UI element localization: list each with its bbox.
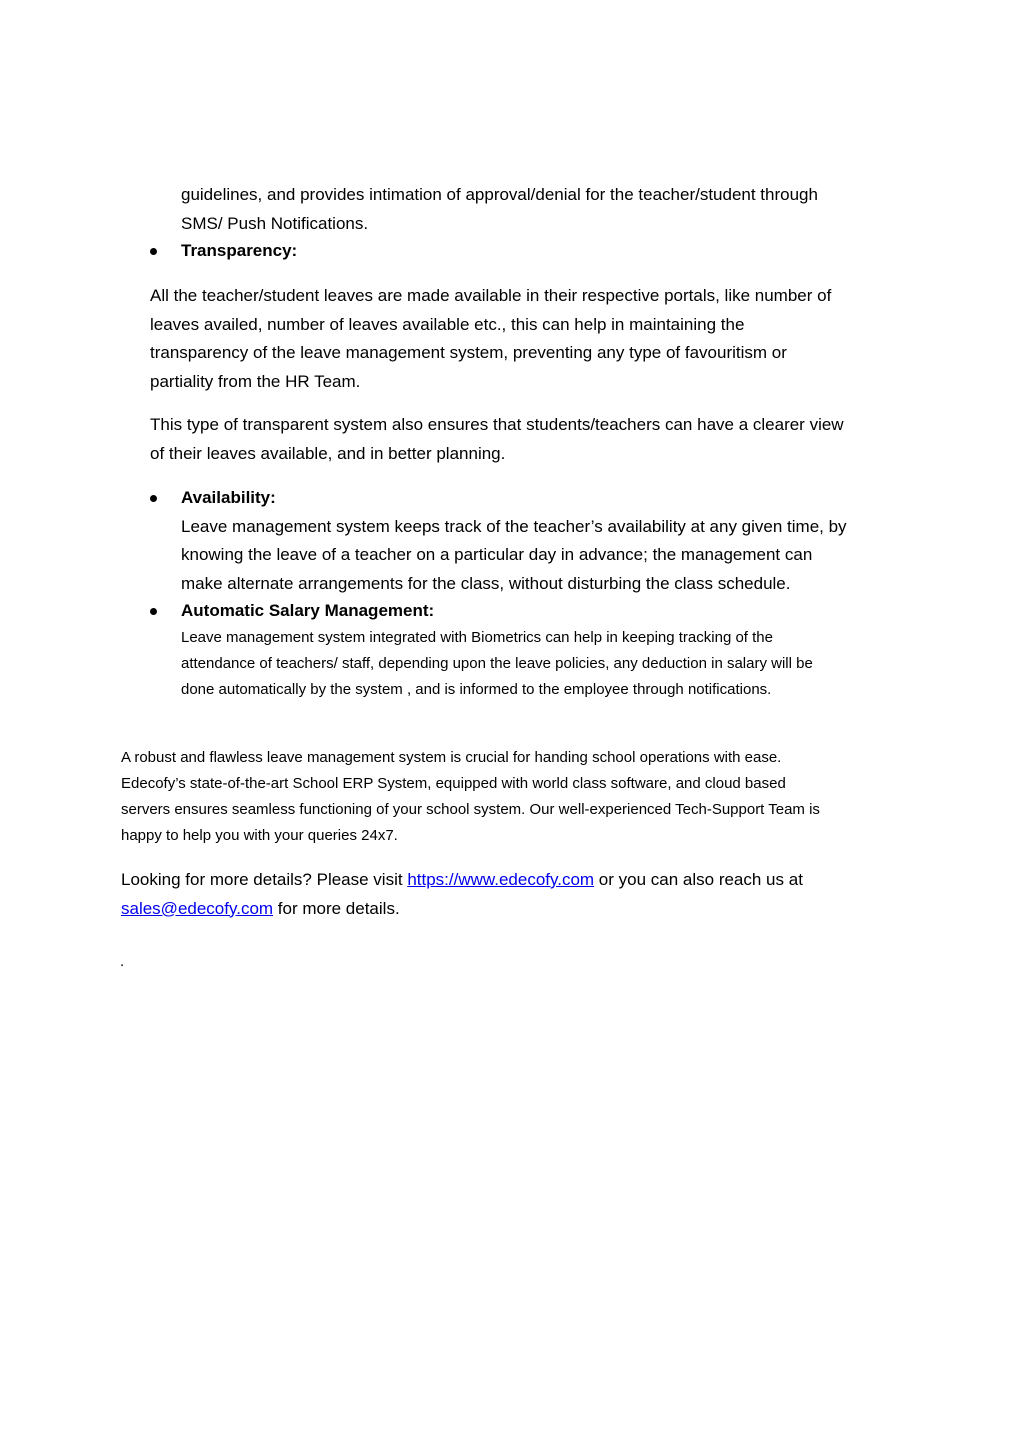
intro-paragraph (181, 181, 818, 238)
trailing-dot: . (120, 953, 125, 970)
transparency-paragraph-1 (150, 282, 831, 396)
bullet-icon (150, 248, 160, 258)
paragraph-line: leaves availed, number of leaves available etc., this can help in maintaining the (150, 314, 745, 334)
paragraph-line: Leave management system keeps track of the teacher’s availability at any given time, by (181, 516, 847, 536)
paragraph-line: knowing the leave of a teacher on a particular day in advance; the management can (181, 545, 813, 564)
contact-line-1 (121, 866, 803, 895)
transparency-paragraph-2 (150, 411, 844, 468)
contact-prefix: Looking for more details? Please visit (121, 870, 408, 889)
paragraph-line: of their leaves available, and in better planning. (150, 443, 506, 463)
paragraph-line: make alternate arrangements for the class, without disturbing the class schedule. (181, 573, 791, 593)
paragraph-line: All the teacher/student leaves are made available in their respective portals, like number of (150, 286, 832, 305)
contact-middle: or you can also reach us at (594, 870, 803, 889)
availability-section (181, 484, 847, 598)
paragraph-line: Edecofy’s state-of-the-art School ERP System, equipped with world class software, and cloud based (121, 775, 786, 792)
paragraph-line: This type of transparent system also ensures that students/teachers can have a clearer view (150, 415, 844, 434)
transparency-heading: Transparency: (181, 241, 298, 260)
availability-heading: Availability: (181, 488, 276, 507)
contact-paragraph (121, 866, 803, 923)
salary-paragraph (181, 625, 813, 703)
bullet-icon (150, 495, 160, 505)
bullet-icon (150, 608, 160, 618)
intro-line: guidelines, and provides intimation of approval/denial for the teacher/student through (181, 185, 818, 204)
paragraph-line: A robust and flawless leave management system is crucial for handing school operations with ease. (121, 749, 782, 766)
contact-line-2 (121, 895, 803, 924)
paragraph-line: transparency of the leave management system, preventing any type of favouritism or (150, 343, 787, 362)
paragraph-line: Leave management system integrated with Biometrics can help in keeping tracking of the (181, 629, 773, 646)
email-link[interactable]: sales@edecofy.com (121, 898, 274, 918)
paragraph-line: happy to help you with your queries 24x7. (121, 827, 398, 844)
contact-suffix: for more details. (273, 898, 400, 918)
paragraph-line: done automatically by the system , and is informed to the employee through notifications. (181, 681, 772, 698)
paragraph-line: partiality from the HR Team. (150, 371, 361, 391)
intro-line: SMS/ Push Notifications. (181, 213, 369, 233)
summary-paragraph (121, 745, 820, 849)
paragraph-line: servers ensures seamless functioning of your school system. Our well-experienced Tech-Support Team is (121, 801, 820, 818)
website-link[interactable]: https://www.edecofy.com (407, 870, 595, 889)
paragraph-line: attendance of teachers/ staff, depending upon the leave policies, any deduction in salary will be (181, 655, 813, 672)
salary-heading: Automatic Salary Management: (181, 601, 435, 620)
